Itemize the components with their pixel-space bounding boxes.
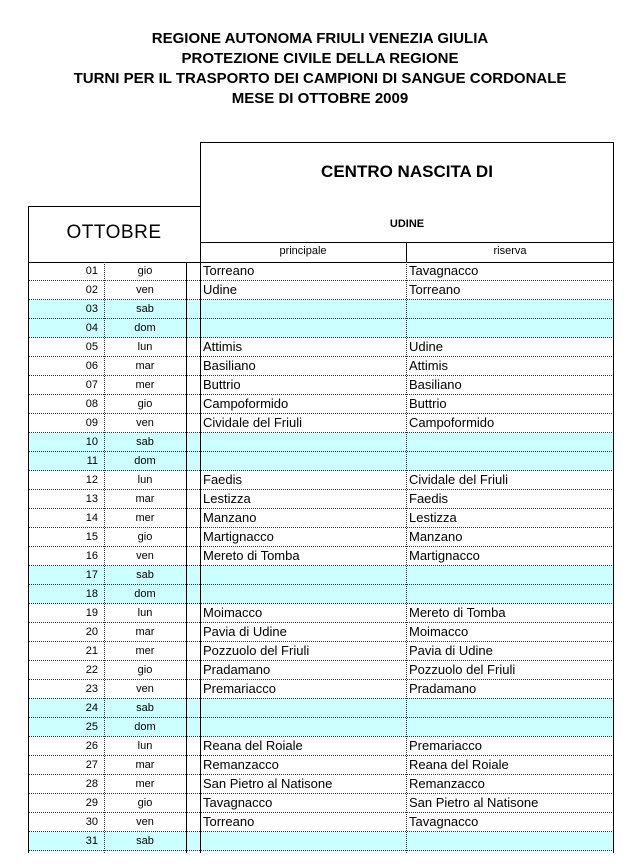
table-row bbox=[28, 414, 614, 433]
riserva-cell: Manzano bbox=[409, 529, 463, 544]
weekday-cell: dom bbox=[134, 322, 156, 334]
title-protezione-civile: PROTEZIONE CIVILE DELLA REGIONE bbox=[181, 50, 459, 67]
table-row bbox=[28, 319, 614, 338]
principale-cell: Remanzacco bbox=[203, 757, 279, 772]
day-number-cell: 10 bbox=[85, 436, 98, 448]
table-row bbox=[28, 794, 614, 813]
weekday-cell: mar bbox=[135, 759, 155, 771]
table-row bbox=[28, 357, 614, 376]
weekday-cell: dom bbox=[134, 455, 156, 467]
principale-cell: Mereto di Tomba bbox=[203, 548, 300, 563]
day-number-cell: 08 bbox=[85, 398, 98, 410]
schedule-rows bbox=[28, 262, 614, 851]
weekday-cell: sab bbox=[136, 569, 154, 581]
principale-cell: Tavagnacco bbox=[203, 795, 273, 810]
day-number-cell: 26 bbox=[85, 740, 98, 752]
weekday-cell: lun bbox=[137, 607, 153, 619]
riserva-cell: Remanzacco bbox=[409, 776, 485, 791]
riserva-cell: Torreano bbox=[409, 282, 461, 297]
centro-label: CENTRO NASCITA DI bbox=[321, 162, 493, 181]
city-label: UDINE bbox=[389, 218, 425, 230]
table-row bbox=[28, 832, 614, 851]
riserva-cell: Pavia di Udine bbox=[409, 643, 493, 658]
day-number-cell: 29 bbox=[85, 797, 98, 809]
day-number-cell: 28 bbox=[85, 778, 98, 790]
day-number-cell: 01 bbox=[85, 265, 98, 277]
day-number-cell: 27 bbox=[85, 759, 98, 771]
principale-cell: Faedis bbox=[203, 472, 243, 487]
day-number-cell: 07 bbox=[85, 379, 98, 391]
table-row bbox=[28, 471, 614, 490]
riserva-cell bbox=[406, 452, 614, 470]
principale-cell: Manzano bbox=[203, 510, 257, 525]
principale-cell: Cividale del Friuli bbox=[203, 415, 302, 430]
title-turni: TURNI PER IL TRASPORTO DEI CAMPIONI DI SANGUE CORDONALE bbox=[73, 70, 567, 87]
title-month: MESE DI OTTOBRE 2009 bbox=[231, 90, 409, 107]
principale-cell: Campoformido bbox=[203, 396, 289, 411]
weekday-cell: mer bbox=[135, 778, 155, 790]
riserva-cell: Cividale del Friuli bbox=[409, 472, 508, 487]
table-row bbox=[28, 623, 614, 642]
principale-cell: Pozzuolo del Friuli bbox=[203, 643, 310, 658]
riserva-cell: Mereto di Tomba bbox=[409, 605, 506, 620]
riserva-cell bbox=[406, 300, 614, 318]
weekday-cell: mar bbox=[135, 493, 155, 505]
day-number-cell: 24 bbox=[85, 702, 98, 714]
riserva-cell: San Pietro al Natisone bbox=[409, 795, 539, 810]
principale-cell: Buttrio bbox=[203, 377, 241, 392]
day-number-cell: 13 bbox=[85, 493, 98, 505]
riserva-cell bbox=[406, 433, 614, 451]
grid-right-border bbox=[613, 262, 614, 853]
day-number-cell: 04 bbox=[85, 322, 98, 334]
table-row bbox=[28, 395, 614, 414]
riserva-cell bbox=[406, 566, 614, 584]
riserva-cell: Premariacco bbox=[409, 738, 482, 753]
weekday-cell: lun bbox=[137, 474, 153, 486]
weekday-cell: gio bbox=[137, 265, 153, 277]
riserva-cell bbox=[406, 832, 614, 850]
table-row bbox=[28, 528, 614, 547]
day-number-cell: 17 bbox=[85, 569, 98, 581]
table-row bbox=[28, 547, 614, 566]
principale-cell: Moimacco bbox=[203, 605, 263, 620]
day-number-cell: 11 bbox=[86, 455, 98, 467]
table-row bbox=[28, 680, 614, 699]
riserva-cell: Tavagnacco bbox=[409, 814, 479, 829]
principale-cell: Pradamano bbox=[203, 662, 271, 677]
table-row bbox=[28, 262, 614, 281]
day-number-cell: 31 bbox=[85, 835, 98, 847]
weekday-cell: gio bbox=[137, 398, 153, 410]
weekday-cell: gio bbox=[137, 797, 153, 809]
day-number-cell: 05 bbox=[85, 341, 98, 353]
day-number-cell: 15 bbox=[85, 531, 98, 543]
principale-cell bbox=[200, 433, 406, 451]
riserva-cell bbox=[406, 585, 614, 603]
principale-cell bbox=[200, 832, 406, 850]
weekday-cell: gio bbox=[137, 531, 153, 543]
principale-cell bbox=[200, 319, 406, 337]
principale-cell bbox=[200, 699, 406, 717]
table-row bbox=[28, 775, 614, 794]
table-row bbox=[28, 718, 614, 737]
riserva-cell: Pozzuolo del Friuli bbox=[409, 662, 516, 677]
riserva-cell: Reana del Roiale bbox=[409, 757, 509, 772]
table-row bbox=[28, 376, 614, 395]
principale-cell bbox=[200, 452, 406, 470]
weekday-cell: ven bbox=[136, 816, 154, 828]
weekday-cell: ven bbox=[136, 550, 154, 562]
day-number-cell: 12 bbox=[85, 474, 98, 486]
day-number-cell: 23 bbox=[85, 683, 98, 695]
weekday-cell: lun bbox=[137, 740, 153, 752]
principale-cell: Lestizza bbox=[203, 491, 251, 506]
weekday-cell: dom bbox=[134, 721, 156, 733]
riserva-cell: Pradamano bbox=[409, 681, 477, 696]
principale-cell: Udine bbox=[203, 282, 237, 297]
table-row bbox=[28, 433, 614, 452]
riserva-cell: Tavagnacco bbox=[409, 263, 479, 278]
day-number-cell: 30 bbox=[85, 816, 98, 828]
table-row bbox=[28, 585, 614, 604]
principale-cell bbox=[200, 585, 406, 603]
riserva-cell bbox=[406, 699, 614, 717]
weekday-cell: gio bbox=[137, 664, 153, 676]
table-row bbox=[28, 566, 614, 585]
weekday-cell: mar bbox=[135, 626, 155, 638]
principale-cell bbox=[200, 566, 406, 584]
month-label: OTTOBRE bbox=[66, 222, 162, 243]
day-number-cell: 25 bbox=[85, 721, 98, 733]
day-number-cell: 14 bbox=[85, 512, 98, 524]
principale-cell: San Pietro al Natisone bbox=[203, 776, 333, 791]
weekday-cell: sab bbox=[136, 436, 154, 448]
table-row bbox=[28, 642, 614, 661]
principale-cell: Martignacco bbox=[203, 529, 274, 544]
weekday-cell: ven bbox=[136, 683, 154, 695]
weekday-cell: dom bbox=[134, 588, 156, 600]
weekday-cell: lun bbox=[137, 341, 153, 353]
table-row bbox=[28, 699, 614, 718]
principale-cell: Attimis bbox=[203, 339, 242, 354]
riserva-cell: Lestizza bbox=[409, 510, 457, 525]
principale-cell bbox=[200, 300, 406, 318]
day-number-cell: 03 bbox=[85, 303, 98, 315]
table-row bbox=[28, 737, 614, 756]
day-number-cell: 18 bbox=[85, 588, 98, 600]
weekday-cell: mer bbox=[135, 379, 155, 391]
riserva-cell: Martignacco bbox=[409, 548, 480, 563]
weekday-cell: sab bbox=[136, 303, 154, 315]
riserva-cell: Attimis bbox=[409, 358, 448, 373]
principale-cell bbox=[200, 718, 406, 736]
table-row bbox=[28, 604, 614, 623]
grid-day-divider bbox=[186, 262, 187, 853]
riserva-cell: Buttrio bbox=[409, 396, 447, 411]
title-region: REGIONE AUTONOMA FRIULI VENEZIA GIULIA bbox=[151, 30, 489, 47]
day-number-cell: 09 bbox=[85, 417, 98, 429]
grid-principale-divider bbox=[200, 262, 201, 853]
weekday-cell: mer bbox=[135, 645, 155, 657]
table-row bbox=[28, 509, 614, 528]
weekday-cell: mar bbox=[135, 360, 155, 372]
weekday-cell: ven bbox=[136, 284, 154, 296]
weekday-cell: mer bbox=[135, 512, 155, 524]
table-row bbox=[28, 813, 614, 832]
principale-cell: Premariacco bbox=[203, 681, 276, 696]
principale-cell: Torreano bbox=[203, 814, 255, 829]
day-number-cell: 20 bbox=[85, 626, 98, 638]
principale-cell: Torreano bbox=[203, 263, 255, 278]
table-row bbox=[28, 281, 614, 300]
weekday-cell: sab bbox=[136, 702, 154, 714]
riserva-cell: Campoformido bbox=[409, 415, 495, 430]
col-principale-header: principale bbox=[279, 245, 327, 257]
weekday-cell: ven bbox=[136, 417, 154, 429]
riserva-cell: Udine bbox=[409, 339, 443, 354]
table-row bbox=[28, 661, 614, 680]
table-row bbox=[28, 452, 614, 471]
grid-riserva-divider bbox=[406, 262, 407, 853]
table-row bbox=[28, 338, 614, 357]
principale-cell: Basiliano bbox=[203, 358, 256, 373]
weekday-cell: sab bbox=[136, 835, 154, 847]
day-number-cell: 19 bbox=[85, 607, 98, 619]
col-riserva-header: riserva bbox=[493, 245, 527, 257]
table-row bbox=[28, 756, 614, 775]
riserva-cell: Basiliano bbox=[409, 377, 462, 392]
day-number-cell: 06 bbox=[85, 360, 98, 372]
riserva-cell: Faedis bbox=[409, 491, 449, 506]
riserva-cell bbox=[406, 319, 614, 337]
day-number-cell: 22 bbox=[85, 664, 98, 676]
principale-cell: Reana del Roiale bbox=[203, 738, 303, 753]
day-number-cell: 02 bbox=[85, 284, 98, 296]
grid-num-divider bbox=[104, 262, 105, 853]
riserva-cell: Moimacco bbox=[409, 624, 469, 639]
grid-left-border bbox=[28, 262, 29, 853]
principale-cell: Pavia di Udine bbox=[203, 624, 287, 639]
table-row bbox=[28, 300, 614, 319]
riserva-cell bbox=[406, 718, 614, 736]
header-divider bbox=[200, 242, 614, 243]
day-number-cell: 21 bbox=[85, 645, 98, 657]
day-number-cell: 16 bbox=[85, 550, 98, 562]
table-row bbox=[28, 490, 614, 509]
